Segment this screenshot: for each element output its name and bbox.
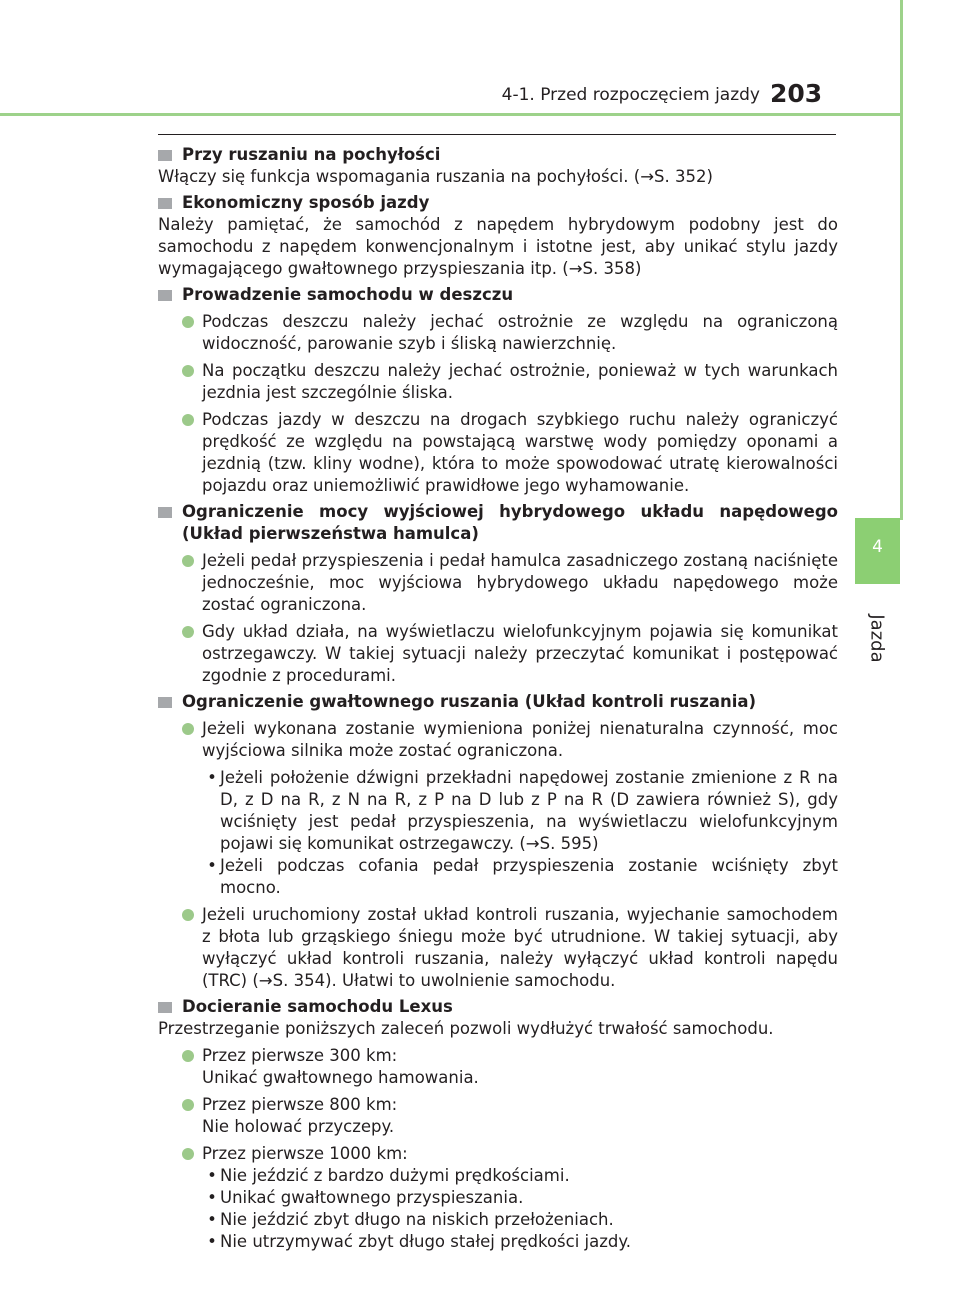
bullet-item bbox=[182, 1045, 838, 1089]
bullet-mark: • bbox=[207, 768, 217, 787]
round-bullet-icon bbox=[182, 909, 194, 921]
square-bullet-icon bbox=[158, 697, 172, 708]
section-heading bbox=[158, 144, 838, 166]
round-bullet-icon bbox=[182, 1148, 194, 1160]
heading-text: Ograniczenie mocy wyjściowej hybrydowego układu napędowego (Układ pierwszeństwa hamulca) bbox=[182, 502, 838, 543]
section-heading bbox=[158, 996, 838, 1018]
side-tab-line bbox=[900, 0, 903, 520]
square-bullet-icon bbox=[158, 150, 172, 161]
bullet-item bbox=[182, 1143, 838, 1165]
round-bullet-icon bbox=[182, 555, 194, 567]
section-heading bbox=[158, 284, 838, 306]
sub-bullet-text: Jeżeli położenie dźwigni przekładni napędowej zostanie zmienione z R na D, z D na R, z N na R, z P na D lub z P na R (D zawiera również S), gdy wciśnięty jest pedał przyspieszenia, na wyświetlaczu wielofunkcyjnym pojawi się komunikat ostrzegawczy. (→S. 595) bbox=[220, 768, 838, 853]
sub-bullet-text: Unikać gwałtownego przyspieszania. bbox=[220, 1188, 524, 1207]
bullet-mark: • bbox=[207, 856, 217, 875]
bullet-title: Przez pierwsze 1000 km: bbox=[202, 1144, 408, 1163]
heading-text: Ograniczenie gwałtownego ruszania (Układ kontroli ruszania) bbox=[182, 692, 757, 711]
round-bullet-icon bbox=[182, 723, 194, 735]
bullet-item bbox=[182, 311, 838, 355]
page-content bbox=[158, 140, 838, 1253]
bullet-item bbox=[182, 550, 838, 616]
round-bullet-icon bbox=[182, 626, 194, 638]
header-rule bbox=[0, 113, 900, 116]
bullet-mark: • bbox=[207, 1210, 217, 1229]
bullet-title: Przez pierwsze 300 km: bbox=[202, 1046, 398, 1065]
bullet-content bbox=[202, 1094, 838, 1138]
bullet-mark: • bbox=[207, 1166, 217, 1185]
sub-bullet-text: Jeżeli podczas cofania pedał przyspieszenia zostanie wciśnięty zbyt mocno. bbox=[220, 856, 838, 897]
section-heading bbox=[158, 192, 838, 214]
paragraph: Przestrzeganie poniższych zaleceń pozwoli wydłużyć trwałość samochodu. bbox=[158, 1019, 774, 1038]
section-heading bbox=[158, 501, 838, 545]
bullet-text: Gdy układ działa, na wyświetlaczu wielofunkcyjnym pojawia się komunikat ostrzegawczy. W takiej sytuacji należy przeczytać komunikat i postępować zgodnie z procedurami. bbox=[202, 622, 838, 685]
sub-bullet-text: Nie jeździć z bardzo dużymi prędkościami. bbox=[220, 1166, 570, 1185]
sub-bullet-item bbox=[204, 767, 838, 855]
sub-bullet-item bbox=[204, 855, 838, 899]
paragraph: Włączy się funkcja wspomagania ruszania na pochyłości. (→S. 352) bbox=[158, 167, 713, 186]
round-bullet-icon bbox=[182, 365, 194, 377]
square-bullet-icon bbox=[158, 290, 172, 301]
round-bullet-icon bbox=[182, 1050, 194, 1062]
round-bullet-icon bbox=[182, 316, 194, 328]
square-bullet-icon bbox=[158, 507, 172, 518]
sub-bullet-item bbox=[204, 1231, 838, 1253]
sub-bullet-item bbox=[204, 1165, 838, 1187]
heading-text: Prowadzenie samochodu w deszczu bbox=[182, 285, 514, 304]
bullet-text: Podczas deszczu należy jechać ostrożnie ze względu na ograniczoną widoczność, parowanie szyb i śliską nawierzchnię. bbox=[202, 312, 838, 353]
square-bullet-icon bbox=[158, 198, 172, 209]
page-number: 203 bbox=[770, 79, 823, 108]
chapter-label: Jazda bbox=[866, 614, 888, 663]
bullet-item bbox=[182, 621, 838, 687]
bullet-item bbox=[182, 1094, 838, 1138]
sub-bullet-item bbox=[204, 1187, 838, 1209]
bullet-content bbox=[202, 1045, 838, 1089]
bullet-text: Na początku deszczu należy jechać ostrożnie, ponieważ w tych warunkach jezdnia jest szczególnie śliska. bbox=[202, 361, 838, 402]
bullet-text: Unikać gwałtownego hamowania. bbox=[202, 1068, 479, 1087]
bullet-item bbox=[182, 409, 838, 497]
heading-text: Docieranie samochodu Lexus bbox=[182, 997, 453, 1016]
round-bullet-icon bbox=[182, 414, 194, 426]
square-bullet-icon bbox=[158, 1002, 172, 1013]
section-heading bbox=[158, 691, 838, 713]
bullet-mark: • bbox=[207, 1188, 217, 1207]
bullet-text: Jeżeli uruchomiony został układ kontroli ruszania, wyjechanie samochodem z błota lub grząskiego śniegu może być utrudnione. W takiej sytuacji, aby wyłączyć układ kontroli ruszania, należy wyłączyć układ kontroli napędu (TRC) (→S. 354). Ułatwi to uwolnienie samochodu. bbox=[202, 905, 838, 990]
paragraph: Należy pamiętać, że samochód z napędem hybrydowym podobny jest do samochodu z napędem konwencjonalnym i istotne jest, aby unikać stylu jazdy wymagającego gwałtownego przyspieszania itp. (→S. 358) bbox=[158, 215, 838, 278]
bullet-text: Jeżeli wykonana zostanie wymieniona poniżej nienaturalna czynność, moc wyjściowa silnika może zostać ograniczona. bbox=[202, 719, 838, 760]
sub-bullet-text: Nie utrzymywać zbyt długo stałej prędkości jazdy. bbox=[220, 1232, 632, 1251]
content-rule bbox=[158, 134, 836, 135]
bullet-text: Nie holować przyczepy. bbox=[202, 1117, 395, 1136]
bullet-text: Jeżeli pedał przyspieszenia i pedał hamulca zasadniczego zostaną naciśnięte jednocześnie, moc wyjściowa hybrydowego układu napędowego może zostać ograniczona. bbox=[202, 551, 838, 614]
bullet-mark: • bbox=[207, 1232, 217, 1251]
chapter-number: 4 bbox=[872, 537, 883, 557]
heading-text: Przy ruszaniu na pochyłości bbox=[182, 145, 441, 164]
bullet-text: Podczas jazdy w deszczu na drogach szybkiego ruchu należy ograniczyć prędkość ze względu na powstającą warstwę wody pomiędzy oponami a jezdnią (tzw. kliny wodne), która to może spowodować utratę kierowalności pojazdu oraz uniemożliwić prawidłowe jego wyhamowanie. bbox=[202, 410, 838, 495]
header-section-title: 4-1. Przed rozpoczęciem jazdy bbox=[501, 85, 760, 105]
bullet-item bbox=[182, 360, 838, 404]
bullet-item bbox=[182, 718, 838, 762]
bullet-item bbox=[182, 904, 838, 992]
sub-bullet-text: Nie jeździć zbyt długo na niskich przełożeniach. bbox=[220, 1210, 614, 1229]
chapter-tab bbox=[855, 518, 900, 584]
bullet-title: Przez pierwsze 800 km: bbox=[202, 1095, 398, 1114]
sub-bullet-item bbox=[204, 1209, 838, 1231]
round-bullet-icon bbox=[182, 1099, 194, 1111]
heading-text: Ekonomiczny sposób jazdy bbox=[182, 193, 430, 212]
